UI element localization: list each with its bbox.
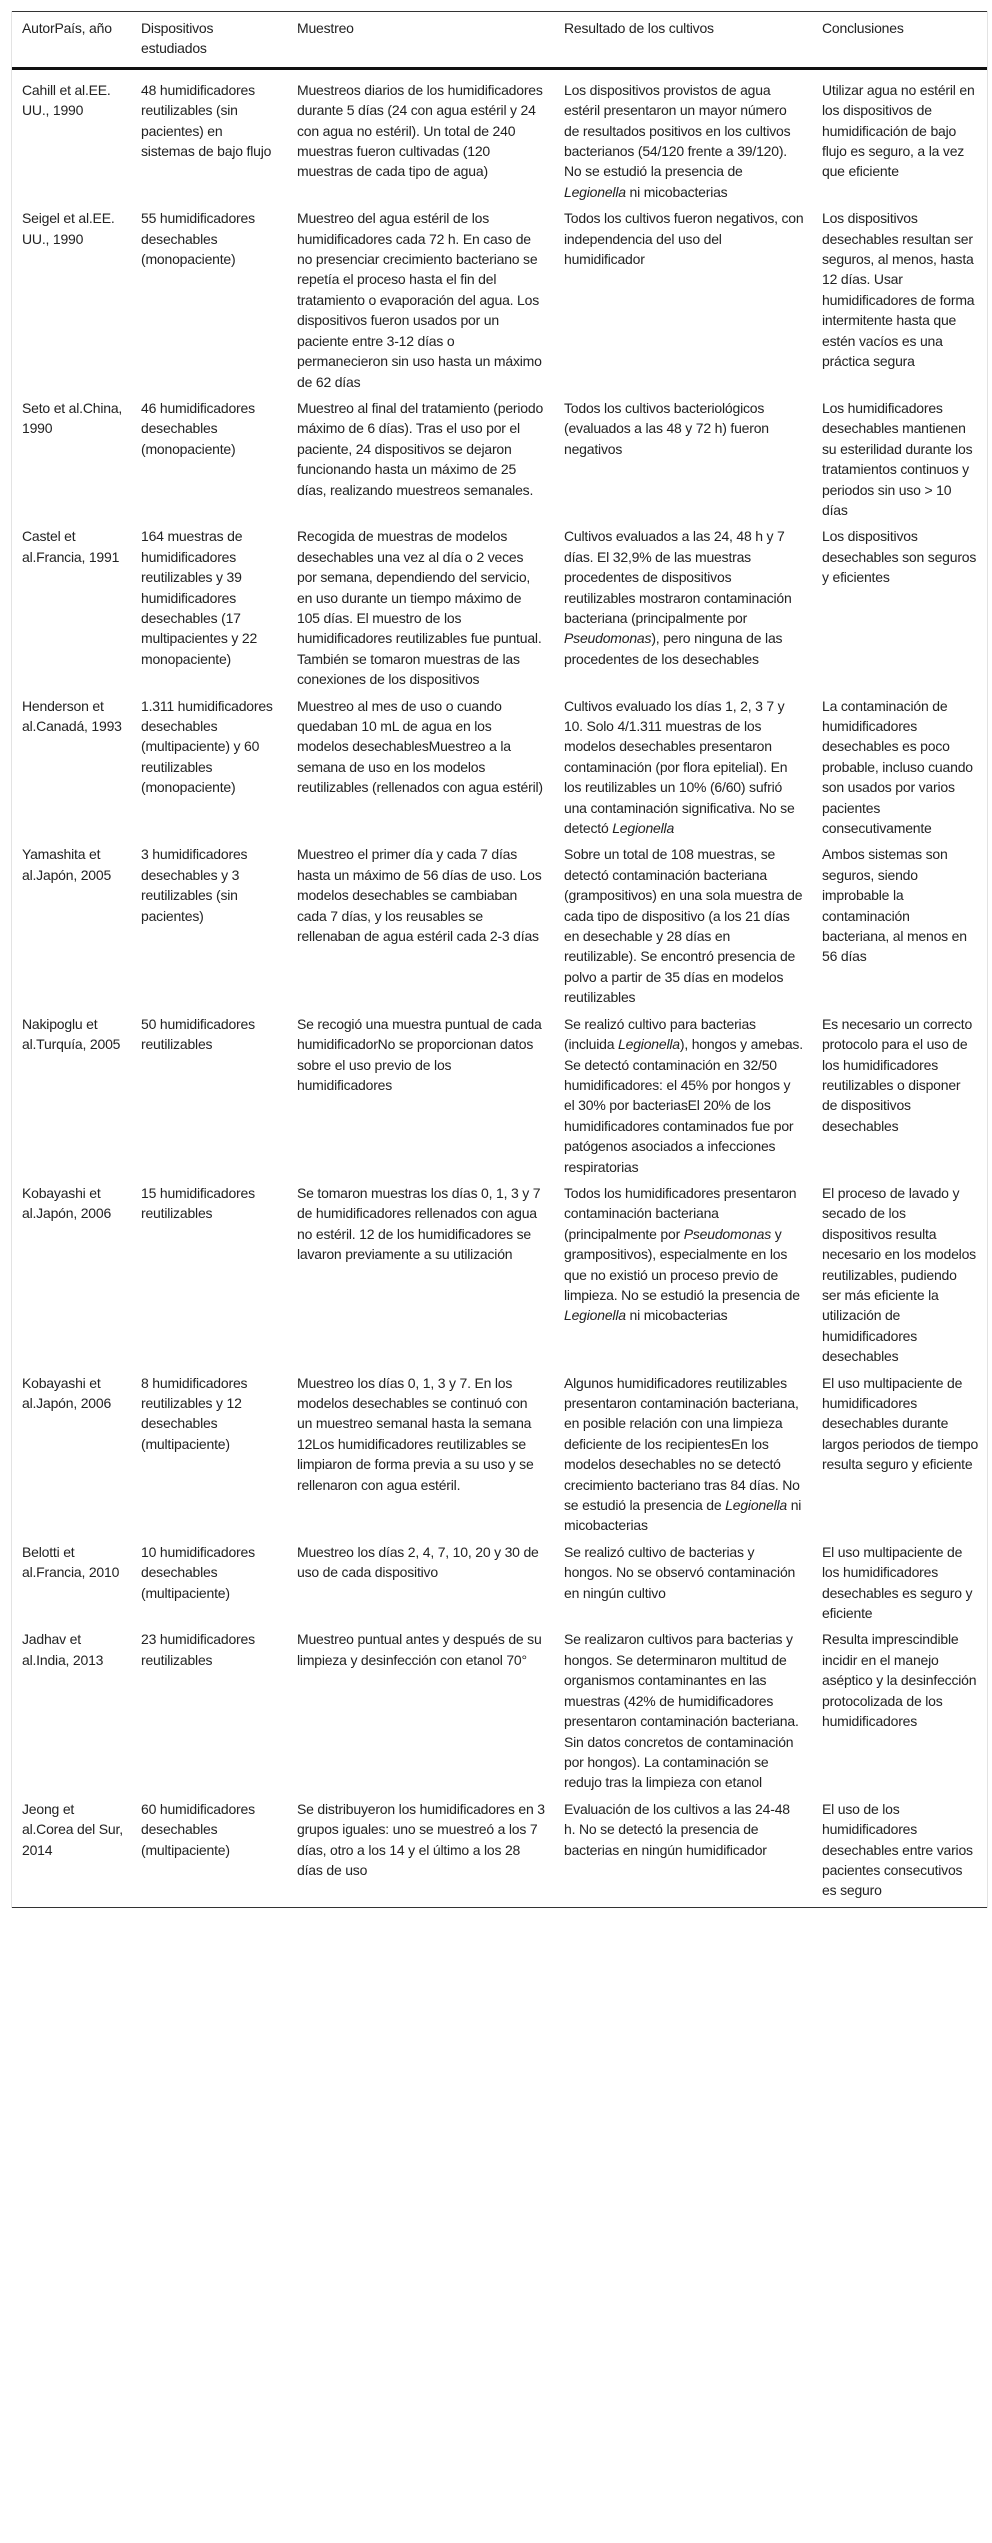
text-segment: ni micobacterias — [625, 1307, 728, 1324]
cell-conclusiones: Es necesario un correcto protocolo para el uso de los humidificadores reutilizables o disponer de dispositivos desechables — [822, 1015, 973, 1134]
cell-resultado — [554, 1796, 812, 1908]
italic-term: Pseudomonas — [683, 1225, 772, 1242]
cell-conclusiones: Ambos sistemas son seguros, siendo improbable la contaminación bacteriana, al menos en 56 días — [822, 846, 967, 965]
cell-dispositivos: 3 humidificadores desechables y 3 reutilizables (sin pacientes) — [141, 846, 248, 924]
table-row — [12, 1011, 987, 1180]
cell-autor: Kobayashi et al.Japón, 2006 — [22, 1374, 112, 1411]
cell-resultado — [554, 1370, 812, 1539]
italic-term: Pseudomonas — [564, 630, 652, 647]
cell-dispositivos: 164 muestras de humidificadores reutilizables y 39 humidificadores desechables (17 multipacientes y 22 monopaciente) — [141, 528, 258, 667]
cell-resultado — [554, 1626, 812, 1795]
table-header — [12, 12, 987, 69]
table-row — [12, 1539, 987, 1627]
cell-muestreo: Muestreo el primer día y cada 7 días hasta un máximo de 56 días de uso. Los modelos desechables se cambiaban cada 7 días, y los reusables se rellenaban de agua estéril cada 2-3 días — [297, 846, 542, 945]
text-segment: Se realizó cultivo para bacterias (incluida — [564, 1015, 756, 1053]
cell-autor: Kobayashi et al.Japón, 2006 — [22, 1184, 112, 1222]
cell-autor: Jeong et al.Corea del Sur, 2014 — [22, 1800, 123, 1858]
cell-dispositivos: 46 humidificadores desechables (monopaciente) — [141, 399, 255, 457]
cell-resultado — [554, 841, 812, 1010]
cell-resultado — [554, 523, 812, 692]
cell-autor: Jadhav et al.India, 2013 — [22, 1631, 104, 1668]
cell-conclusiones: El uso multipaciente de los humidificadores desechables es seguro y eficiente — [822, 1543, 973, 1622]
table-row — [12, 1180, 987, 1370]
text-segment: Todos los cultivos fueron negativos, con independencia del uso del humidificador — [564, 210, 804, 268]
cell-resultado — [554, 1539, 812, 1627]
cell-resultado — [554, 1180, 812, 1370]
cell-muestreo: Muestreo los días 2, 4, 7, 10, 20 y 30 de uso de cada dispositivo — [297, 1543, 539, 1581]
cell-muestreo: Muestreo al mes de uso o cuando quedaban 10 mL de agua en los modelos desechablesMuestreo a la semana de uso en los modelos reutilizables (rellenados con agua estéril) — [297, 697, 543, 796]
text-segment: ni micobacterias — [564, 1497, 802, 1534]
cell-conclusiones: El proceso de lavado y secado de los dispositivos resulta necesario en los modelos reutilizables, pudiendo ser más eficiente la utilización de humidificadores desechables — [822, 1184, 976, 1365]
text-segment: Sobre un total de 108 muestras, se detectó contaminación bacteriana (grampositivos) en una sola muestra de cada tipo de dispositivo (a los 21 días en desechable y 28 días en reutilizable). Se encontró presencia de polvo a partir de 35 días en modelos reutilizables — [564, 846, 803, 1006]
cell-muestreo: Se tomaron muestras los días 0, 1, 3 y 7 de humidificadores rellenados con agua no estéril. 12 de los humidificadores se lavaron previamente a su utilización — [297, 1184, 541, 1263]
cell-conclusiones: Los dispositivos desechables son seguros y eficientes — [822, 528, 977, 586]
header-autor: AutorPaís, año — [22, 20, 112, 36]
cell-muestreo: Se recogió una muestra puntual de cada humidificadorNo se proporcionan datos sobre el uso previo de los humidificadores — [297, 1015, 542, 1093]
cell-dispositivos: 60 humidificadores desechables (multipaciente) — [141, 1800, 255, 1858]
table-row — [12, 1796, 987, 1908]
text-segment: ni micobacterias — [625, 183, 728, 200]
table-body — [12, 68, 987, 1907]
table-row — [12, 1370, 987, 1539]
cell-muestreo: Se distribuyeron los humidificadores en 3 grupos iguales: uno se muestreó a los 7 días, otro a los 14 y el último a los 28 días de uso — [297, 1800, 545, 1878]
italic-term: Legionella — [564, 183, 626, 200]
text-segment: Los dispositivos provistos de agua estéril presentaron un mayor número de resultados positivos en los cultivos bacterianos (54/120 frente a 39/120). No se estudió la presencia de — [564, 81, 791, 180]
table-row — [12, 395, 987, 523]
cell-conclusiones: El uso multipaciente de humidificadores desechables durante largos periodos de tiempo resulta seguro y eficiente — [822, 1374, 979, 1473]
text-segment: Todos los humidificadores presentaron contaminación bacteriana (principalmente por — [564, 1184, 797, 1242]
cell-muestreo: Muestreos diarios de los humidificadores durante 5 días (24 con agua estéril y 24 con agua no estéril). Un total de 240 muestras fueron cultivadas (120 muestras de cada tipo de agua) — [297, 81, 543, 180]
text-segment: Cultivos evaluado los días 1, 2, 3 7 y 10. Solo 4/1.311 muestras de los modelos desechables presentaron contaminación (por flora epitelial). En los reutilizables un 10% (6/60) sufrió una contaminación significativa. No se detectó — [564, 697, 795, 837]
studies-table — [12, 11, 987, 1908]
header-conclusiones: Conclusiones — [822, 20, 904, 36]
cell-dispositivos: 10 humidificadores desechables (multipaciente) — [141, 1543, 255, 1601]
cell-autor: Castel et al.Francia, 1991 — [22, 528, 120, 565]
cell-muestreo: Recogida de muestras de modelos desechables una vez al día o 2 veces por semana, dependiendo del servicio, en uso durante un tiempo máximo de 105 días. El muestro de los humidificadores reutilizables fue puntual. También se tomaron muestras de las conexiones de los dispositivos — [297, 528, 542, 688]
cell-conclusiones: Los humidificadores desechables mantienen su esterilidad durante los tratamientos continuos y periodos sin uso > 10 días — [822, 399, 973, 518]
text-segment: Se realizaron cultivos para bacterias y hongos. Se determinaron multitud de organismos contaminantes en las muestras (42% de humidificadores presentaron contaminación bacteriana. Sin datos concretos de contaminación por hongos). La contaminación se redujo tras la limpieza con etanol — [564, 1631, 799, 1791]
text-segment: Cultivos evaluados a las 24, 48 h y 7 días. El 32,9% de las muestras procedentes de dispositivos reutilizables mostraron contaminación bacteriana (principalmente por — [564, 528, 792, 626]
cell-dispositivos: 23 humidificadores reutilizables — [141, 1631, 255, 1668]
cell-conclusiones: La contaminación de humidificadores desechables es poco probable, incluso cuando son usados por varios pacientes consecutivamente — [822, 697, 973, 837]
cell-autor: Belotti et al.Francia, 2010 — [22, 1543, 120, 1581]
text-segment: ), hongos y amebas. Se detectó contaminación en 32/50 humidificadores: el 45% por hongos y el 30% por bacteriasEl 20% de los humidificadores contaminados fue por patógenos asociados a infecciones respiratorias — [564, 1036, 803, 1175]
cell-muestreo: Muestreo los días 0, 1, 3 y 7. En los modelos desechables se continuó con un muestreo semanal hasta la semana 12Los humidificadores reutilizables se limpiaron de forma previa a su uso y se rellenaron con agua estéril. — [297, 1374, 534, 1493]
text-segment: Evaluación de los cultivos a las 24-48 h. No se detectó la presencia de bacterias en ningún humidificador — [564, 1800, 790, 1858]
table-row — [12, 693, 987, 842]
cell-dispositivos: 55 humidificadores desechables (monopaciente) — [141, 210, 255, 268]
text-segment: Todos los cultivos bacteriológicos (evaluados a las 48 y 72 h) fueron negativos — [564, 399, 769, 457]
cell-autor: Cahill et al.EE. UU., 1990 — [22, 81, 111, 119]
header-row — [12, 12, 987, 69]
cell-dispositivos: 1.311 humidificadores desechables (multipaciente) y 60 reutilizables (monopaciente) — [141, 697, 273, 796]
italic-term: Legionella — [618, 1036, 680, 1053]
cell-conclusiones: Utilizar agua no estéril en los dispositivos de humidificación de bajo flujo es seguro, a la vez que eficiente — [822, 81, 975, 180]
header-resultado: Resultado de los cultivos — [564, 20, 714, 36]
cell-conclusiones: Los dispositivos desechables resultan ser seguros, al menos, hasta 12 días. Usar humidificadores de forma intermitente hasta que estén vacíos es una práctica segura — [822, 210, 975, 370]
cell-resultado — [554, 395, 812, 523]
cell-resultado — [554, 1011, 812, 1180]
cell-resultado — [554, 693, 812, 842]
cell-dispositivos: 15 humidificadores reutilizables — [141, 1184, 255, 1222]
cell-autor: Seto et al.China, 1990 — [22, 399, 123, 437]
header-muestreo: Muestreo — [297, 20, 354, 36]
italic-term: Legionella — [725, 1497, 787, 1514]
text-segment: Algunos humidificadores reutilizables presentaron contaminación bacteriana, en posible relación con una limpieza deficiente de los recipientesEn los modelos desechables no se detectó crecimiento bacteriano tras 84 días. No se estudió la presencia de — [564, 1374, 800, 1514]
header-dispositivos: Dispositivos estudiados — [141, 20, 214, 57]
cell-muestreo: Muestreo al final del tratamiento (periodo máximo de 6 días). Tras el uso por el paciente, 24 dispositivos se dejaron funcionando hasta un máximo de 25 días, realizando muestreos semanales. — [297, 399, 544, 498]
studies-table-container — [11, 11, 988, 1908]
text-segment: Se realizó cultivo de bacterias y hongos. No se observó contaminación en ningún cultivo — [564, 1543, 796, 1601]
cell-muestreo: Muestreo del agua estéril de los humidificadores cada 72 h. En caso de no presenciar crecimiento bacteriano se repetía el proceso hasta el fin del tratamiento o evaporación del agua. Los dispositivos fueron usados por un paciente entre 3-12 días o permanecieron sin uso hasta un máximo de 62 días — [297, 210, 542, 390]
table-row — [12, 523, 987, 692]
table-row — [12, 841, 987, 1010]
table-row — [12, 1626, 987, 1795]
cell-dispositivos: 48 humidificadores reutilizables (sin pacientes) en sistemas de bajo flujo — [141, 81, 272, 160]
cell-conclusiones: El uso de los humidificadores desechables entre varios pacientes consecutivos es seguro — [822, 1800, 973, 1899]
cell-dispositivos: 50 humidificadores reutilizables — [141, 1015, 255, 1053]
table-row — [12, 205, 987, 395]
cell-resultado — [554, 68, 812, 205]
cell-autor: Henderson et al.Canadá, 1993 — [22, 697, 122, 734]
cell-resultado — [554, 205, 812, 395]
cell-autor: Nakipoglu et al.Turquía, 2005 — [22, 1015, 121, 1053]
table-row — [12, 68, 987, 205]
cell-autor: Seigel et al.EE. UU., 1990 — [22, 210, 115, 247]
cell-conclusiones: Resulta imprescindible incidir en el manejo aséptico y la desinfección protocolizada de los humidificadores — [822, 1631, 977, 1730]
text-segment: y grampositivos), especialmente en los que no existió un proceso previo de limpieza. No se estudió la presencia de — [564, 1225, 800, 1303]
italic-term: Legionella — [612, 820, 675, 837]
cell-muestreo: Muestreo puntual antes y después de su limpieza y desinfección con etanol 70° — [297, 1631, 542, 1668]
cell-dispositivos: 8 humidificadores reutilizables y 12 desechables (multipaciente) — [141, 1374, 248, 1452]
text-segment: ), pero ninguna de las procedentes de los desechables — [564, 630, 783, 667]
cell-autor: Yamashita et al.Japón, 2005 — [22, 846, 112, 883]
italic-term: Legionella — [564, 1307, 626, 1324]
